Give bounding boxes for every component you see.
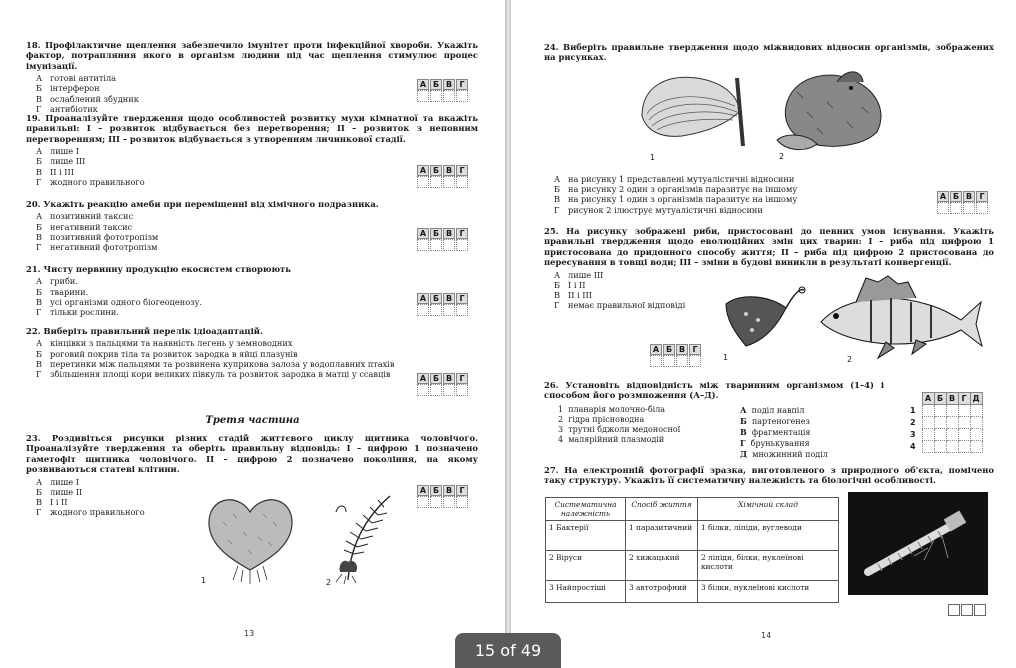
question-title: 21. Чисту первинну продукцію екосистем створюють — [26, 264, 291, 274]
question-title: 19. Проаналізуйте твердження щодо особливостей розвитку мухи кімнатної та вкажіть правильні: І – розвиток відбувається без перетворення; ІІ – розвиток з неповним перетворенням; ІІІ – розвиток відбувається з утворенням личинкової стадії. — [26, 113, 478, 144]
question-title: 23. Роздивіться рисунки різних стадій життєвого циклу щитника чоловічого. Проаналізуйте твердження та оберіть правильну відповідь: І – цифрою 1 позначено гаметофіт щитника чоловічого. ІІ – цифрою 2 позначено покоління, на якому розвиваються статеві клітини. — [26, 433, 478, 475]
options: А позитивний таксис Б негативний таксис В позитивний фототропізм Г негативний фототропізм — [36, 211, 159, 253]
answer-grid-23[interactable]: А Б В Г — [417, 485, 469, 508]
answer-boxes-27[interactable] — [948, 604, 987, 616]
perch-illustration — [816, 274, 986, 360]
question-title: 22. Виберіть правильний перелік ідіоадаптацій. — [26, 326, 263, 336]
options: А лише І Б лише ІІ В І і ІІ Г жодного правильного — [36, 476, 145, 518]
electron-micrograph — [848, 492, 988, 595]
question-19 — [26, 113, 478, 187]
options: А кінцівки з пальцями та наявність легень у земноводних Б роговий покрив тіла та розвиток зародка в яйці плазунів В перетинки між пальцями та розвинена куприкова залоза у водоплавних птахів Г збільшення площі кори великих півкуль та розвиток зародка в матці у ссавців — [36, 338, 395, 380]
ray-fish-illustration — [716, 284, 808, 354]
question-title: 18. Профілактичне щеплення забезпечило імунітет проти інфекційної хвороби. Укажіть фактор, потрапляння якого в організм людини під час щеплення стимулює процес імунізації. — [26, 40, 478, 71]
question-title: 24. Виберіть правильне твердження щодо міжвидових відносин організмів, зображених на рисунках. — [544, 42, 994, 63]
answer-grid-18[interactable]: А Б В Г — [417, 79, 469, 102]
q26-reproduction: А поділ навпіл Б партеногенез В фрагментація Г брунькування Д множинний поділ — [740, 405, 828, 459]
options: А лише І Б лише ІІІ В ІІ і ІІІ Г жодного правильного — [36, 146, 145, 187]
q27-table: Систематична належність Спосіб життя Хімічний склад 1 Бактерії 1 паразитичний 1 білки, ліпіди, вуглеводи 2 Віруси 2 хижацький 2 ліпіди, білки, нуклеїнові кислоти 3 Найпростіші 3 автотрофний 3 білки, нуклеїнові кислоти — [545, 497, 839, 603]
question-21 — [26, 264, 478, 317]
answer-grid-20[interactable]: А Б В Г — [417, 228, 469, 251]
page-indicator: 15 of 49 — [455, 633, 561, 668]
question-26 — [544, 380, 884, 401]
question-27 — [544, 465, 994, 486]
page-number: 13 — [244, 629, 255, 638]
options: А гриби. Б тварини. В усі організми одного біогеоценозу. Г тільки рослини. — [36, 276, 203, 318]
animals-illustration — [767, 62, 907, 154]
question-title: 25. На рисунку зображені риби, пристосовані до певних умов існування. Укажіть правильні твердження щодо еволюційних змін цих тварин: І – риба під цифрою 1 пристосована до придонного способу життя; ІІ – риба під цифрою 2 пристосована до пересування в товщі води; ІІІ – зміни в будові виникли в результаті конвергенції. — [544, 226, 994, 268]
question-20 — [26, 199, 478, 252]
question-24 — [544, 42, 994, 63]
answer-grid-19[interactable]: А Б В Г — [417, 165, 469, 188]
page-13: 18. Профілактичне щеплення забезпечило імунітет проти інфекційної хвороби. Укажіть фактор, потрапляння якого в організм людини під час щеплення стимулює процес імунізації. А готові антитіла Б інтерферон В ослаблений збудник Г антибіотик А Б В Г 19. Проаналізуйте твердження щодо особливостей розвитку мухи кімнатної та вкажіть правильні: І – розвиток відбувається без перетворення; ІІ – розвиток з неповним перетворенням; ІІІ – розвиток відбувається з утворенням личинкової стадії. А лише І Б лише ІІІ В ІІ і ІІІ Г жодного правильного А Б В Г 20. Укажіть реакцію амеби при переміщенні від хімічного подразника. А позитивний таксис Б негативний таксис В позитивний фототропізм Г негативний фототропізм А Б В Г 21. Чисту первинну продукцію екосистем створюють А гриби. Б тварини. В усі організми одного біогеоценозу. Г тільки рослини. А Б В Г 22. Виберіть правильний перелік ідіоадаптацій. А кінцівки з пальцями та наявність легень у земноводних Б роговий покрив тіла та розвиток зародка в яйці плазунів В перетинки між пальцями та розвинена куприкова залоза у водоплавних птахів Г збільшення площі кори великих півкуль та розвиток зародка в матці у ссавців А Б В Г Третя частина 23. Роздивіться рисунки різних стадій життєвого циклу щитника чоловічого. Проаналізуйте твердження та оберіть правильну відповідь: І – цифрою 1 позначено гаметофіт щитника чоловічого. ІІ – цифрою 2 позначено покоління, на якому розвиваються статеві клітини. А лише І Б лише ІІ В І і ІІ Г жодного правильного А Б В Г 1 2 13 — [0, 0, 505, 668]
page-number: 14 — [761, 631, 772, 640]
question-22 — [26, 326, 416, 379]
question-24-options: А на рисунку 1 представлені мутуалістичні відносини Б на рисунку 2 один з організмів паразитує на іншому В на рисунку 1 один з організмів паразитує на іншому Г рисунок 2 ілюструє мутуалістичні відносини — [554, 174, 798, 215]
section-title: Третя частина — [205, 415, 300, 426]
tinder-fungus-illustration — [637, 66, 747, 156]
question-title: 27. На електронній фотографії зразка, виготовленого з природного об'єкта, помічено таку структуру. Укажіть її систематичну належність та біологічні особливості. — [544, 465, 994, 486]
answer-grid-21[interactable]: А Б В Г — [417, 293, 469, 316]
answer-grid-22[interactable]: А Б В Г — [417, 373, 469, 396]
page-14: 24. Виберіть правильне твердження щодо міжвидових відносин організмів, зображених на рисунках. 1 2 А на рисунку 1 представлені мутуалістичні відносини Б на рисунку 2 один з організмів паразитує на іншому В на рисунку 1 один з організмів паразитує на іншому Г рисунок 2 ілюструє мутуалістичні відносини А Б В Г 25. На рисунку зображені риби, пристосовані до певних умов існування. Укажіть правильні твердження щодо еволюційних змін цих тварин: І – риба під цифрою 1 пристосована до придонного способу життя; ІІ – риба під цифрою 2 пристосована до пересування в товщі води; ІІІ – зміни в будові виникли в результаті конвергенції. А лише ІІІ Б І і ІІ В ІІ і ІІІ Г немає правильної відповіді 1 2 А Б В Г 26. Установіть відповідність між тваринним організмом (1–4) і способом його розмноження (А–Д). 1 планарія молочно-біла 2 гідра прісноводна 3 трутні бджоли медоносної 4 малярійний плазмодій А поділ навпіл Б партеногенез В фрагментація Г брунькування Д множинний поділ А Б В Г Д 1 2 3 4 27. На електронній фотографії зразка, виготовленого з природного об'єкта, помічено таку структуру. Укажіть її систематичну належність та біологічні особливості. Систематична належність Спосіб життя Хімічний склад 1 Бактерії 1 паразитичний 1 білки, ліпіди, вуглеводи 2 Віруси 2 хижацький 2 ліпіди, білки, нуклеїнові кислоти 3 Найпростіші 3 автотрофний 3 білки, нуклеїнові кислоти 14 — [511, 0, 1016, 668]
prothallium-illustration — [203, 492, 298, 584]
answer-grid-25[interactable]: А Б В Г — [650, 344, 702, 367]
options: А лише ІІІ Б І і ІІ В ІІ і ІІІ Г немає правильної відповіді — [554, 269, 686, 311]
options: А готові антитіла Б інтерферон В ослаблений збудник Г антибіотик — [36, 73, 139, 114]
question-title: 26. Установіть відповідність між тваринним організмом (1–4) і способом його розмноження (А–Д). — [544, 380, 884, 401]
question-title: 20. Укажіть реакцію амеби при переміщенні від хімічного подразника. — [26, 199, 379, 209]
q26-organisms: 1 планарія молочно-біла 2 гідра прісноводна 3 трутні бджоли медоносної 4 малярійний плазмодій — [558, 405, 681, 444]
question-18 — [26, 40, 478, 114]
answer-grid-24[interactable]: А Б В Г — [937, 191, 989, 214]
answer-grid-26[interactable]: А Б В Г Д 1 2 3 4 — [910, 392, 983, 453]
fern-illustration — [330, 492, 400, 584]
